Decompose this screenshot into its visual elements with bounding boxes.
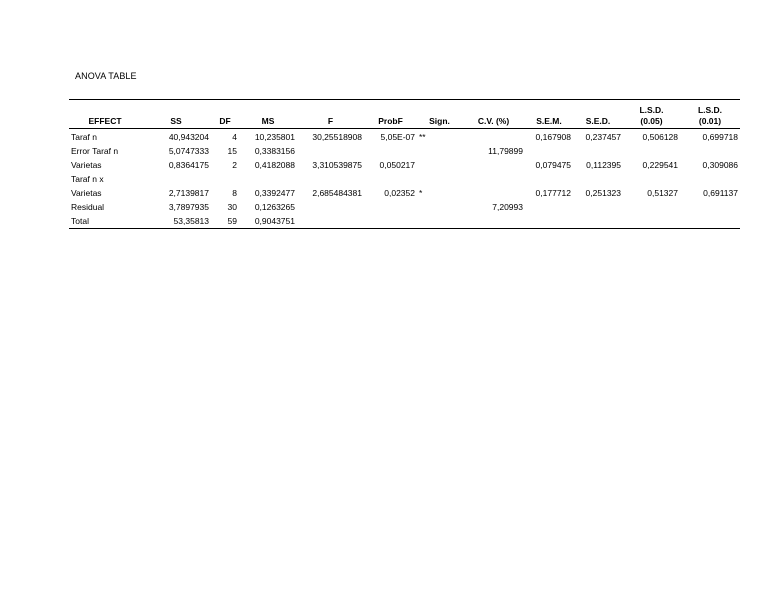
cell-effect: Taraf n — [71, 132, 97, 142]
cell-f: 30,25518908 — [312, 132, 362, 142]
table-row — [69, 186, 740, 200]
cell-lsd01: 0,699718 — [702, 132, 738, 142]
cell-lsd01: 0,691137 — [703, 188, 738, 198]
anova-table — [69, 99, 740, 229]
cell-lsd05: 0,229541 — [642, 160, 678, 170]
cell-lsd05 — [623, 144, 680, 158]
cell-probf: 0,02352 — [384, 188, 415, 198]
cell-effect: Total — [71, 216, 89, 226]
column-header-cv-line — [464, 105, 523, 116]
cell-ss: 5,0747333 — [168, 146, 209, 156]
cell-sem — [525, 214, 573, 229]
table-row — [69, 158, 740, 172]
column-header-lsd01-line: (0.01) — [698, 116, 722, 126]
cell-ms: 0,3383156 — [254, 146, 295, 156]
column-header-sem — [525, 100, 573, 129]
cell-f — [297, 172, 364, 186]
cell-df: 8 — [232, 188, 237, 198]
cell-sign — [417, 158, 462, 172]
cell-effect: Error Taraf n — [71, 146, 119, 156]
table-body — [69, 129, 740, 229]
cell-cv — [462, 214, 525, 229]
cell-sem: 0,079475 — [535, 160, 571, 170]
column-header-cv — [462, 100, 525, 129]
column-header-sign-line — [419, 105, 460, 116]
table-row — [69, 172, 740, 186]
cell-probf — [364, 200, 417, 214]
column-header-ms-line — [241, 105, 295, 116]
cell-probf: 5,05E-07 — [380, 132, 415, 142]
cell-effect: Varietas — [71, 188, 102, 198]
cell-ms: 0,1263265 — [254, 202, 295, 212]
column-header-df-line — [213, 105, 237, 116]
cell-sign — [417, 214, 462, 229]
cell-sem: 0,177712 — [535, 188, 571, 198]
cell-probf — [364, 172, 417, 186]
column-header-cv-line: C.V. (%) — [477, 116, 510, 126]
table-row — [69, 144, 740, 158]
cell-cv: 11,79899 — [488, 146, 523, 156]
cell-ms: 10,235801 — [254, 132, 295, 142]
cell-ss: 40,943204 — [168, 132, 209, 142]
column-header-ss-line: SS — [170, 116, 182, 126]
cell-lsd01 — [680, 200, 740, 214]
cell-lsd05 — [623, 214, 680, 229]
cell-probf: 0,050217 — [379, 160, 415, 170]
column-header-sem-line: S.E.M. — [536, 116, 562, 126]
cell-f: 3,310539875 — [312, 160, 362, 170]
cell-sed — [573, 214, 623, 229]
column-header-ms — [239, 100, 297, 129]
cell-df — [211, 172, 239, 186]
column-header-df-line: DF — [219, 116, 231, 126]
cell-f — [297, 214, 364, 229]
column-header-lsd05-line: L.S.D. — [639, 105, 664, 115]
document-title: ANOVA TABLE — [75, 71, 137, 81]
cell-cv — [462, 158, 525, 172]
column-header-lsd01 — [680, 100, 740, 129]
cell-lsd05: 0,51327 — [647, 188, 678, 198]
cell-cv: 7,20993 — [492, 202, 523, 212]
cell-sed: 0,112395 — [586, 160, 621, 170]
cell-cv — [462, 186, 525, 200]
cell-sign: * — [419, 188, 423, 198]
table-header-row — [69, 100, 740, 129]
cell-sed — [573, 200, 623, 214]
cell-lsd05 — [623, 172, 680, 186]
cell-lsd01 — [680, 214, 740, 229]
column-header-probf-line: ProbF — [378, 116, 403, 126]
column-header-df — [211, 100, 239, 129]
column-header-lsd01-line: L.S.D. — [697, 105, 723, 115]
cell-sign — [417, 172, 462, 186]
cell-lsd05: 0,506128 — [642, 132, 678, 142]
column-header-ss-line — [143, 105, 209, 116]
cell-cv — [462, 129, 525, 145]
cell-ss: 3,7897935 — [168, 202, 209, 212]
column-header-sign — [417, 100, 462, 129]
cell-f — [297, 144, 364, 158]
table-row — [69, 200, 740, 214]
cell-f: 2,685484381 — [312, 188, 362, 198]
cell-ss: 0,8364175 — [168, 160, 209, 170]
column-header-lsd05-line: (0.05) — [640, 116, 663, 126]
column-header-sed-line: S.E.D. — [585, 116, 611, 126]
cell-lsd01 — [680, 172, 740, 186]
cell-df: 4 — [232, 132, 237, 142]
column-header-f-line — [299, 105, 362, 116]
cell-lsd01: 0,309086 — [702, 160, 738, 170]
column-header-sed-line — [575, 105, 621, 116]
cell-sign — [417, 144, 462, 158]
cell-df: 30 — [227, 202, 237, 212]
column-header-effect — [69, 100, 141, 129]
table-row — [69, 214, 740, 229]
cell-ss — [141, 172, 211, 186]
cell-sed — [573, 172, 623, 186]
column-header-sed — [573, 100, 623, 129]
cell-sed: 0,251323 — [585, 188, 621, 198]
cell-sem: 0,167908 — [535, 132, 571, 142]
cell-ms: 0,9043751 — [254, 216, 295, 226]
cell-cv — [462, 172, 525, 186]
column-header-sign-line: Sign. — [429, 116, 450, 126]
cell-ms — [239, 172, 297, 186]
cell-probf — [364, 214, 417, 229]
column-header-lsd05 — [623, 100, 680, 129]
cell-probf — [364, 144, 417, 158]
cell-sem — [525, 144, 573, 158]
column-header-ss — [141, 100, 211, 129]
cell-df: 59 — [227, 216, 237, 226]
column-header-effect-line — [71, 105, 139, 116]
cell-f — [297, 200, 364, 214]
table-row — [69, 129, 740, 145]
column-header-f — [297, 100, 364, 129]
column-header-ms-line: MS — [261, 116, 275, 126]
cell-sed: 0,237457 — [585, 132, 621, 142]
column-header-f-line: F — [327, 116, 334, 126]
cell-sign: ** — [419, 132, 426, 142]
cell-df: 15 — [227, 146, 237, 156]
cell-effect: Residual — [71, 202, 105, 212]
column-header-probf-line — [366, 105, 415, 116]
cell-lsd01 — [680, 144, 740, 158]
column-header-sem-line — [527, 105, 571, 116]
cell-sign — [417, 200, 462, 214]
cell-df: 2 — [232, 160, 237, 170]
cell-ss: 53,35813 — [173, 216, 209, 226]
cell-sem — [525, 172, 573, 186]
cell-sem — [525, 200, 573, 214]
cell-lsd05 — [623, 200, 680, 214]
column-header-effect-line: EFFECT — [88, 116, 122, 126]
cell-ss: 2,7139817 — [168, 188, 209, 198]
cell-effect: Varietas — [71, 160, 102, 170]
cell-ms: 0,4182088 — [254, 160, 295, 170]
cell-sed — [573, 144, 623, 158]
cell-ms: 0,3392477 — [254, 188, 295, 198]
column-header-probf — [364, 100, 417, 129]
cell-effect: Taraf n x — [71, 174, 104, 184]
